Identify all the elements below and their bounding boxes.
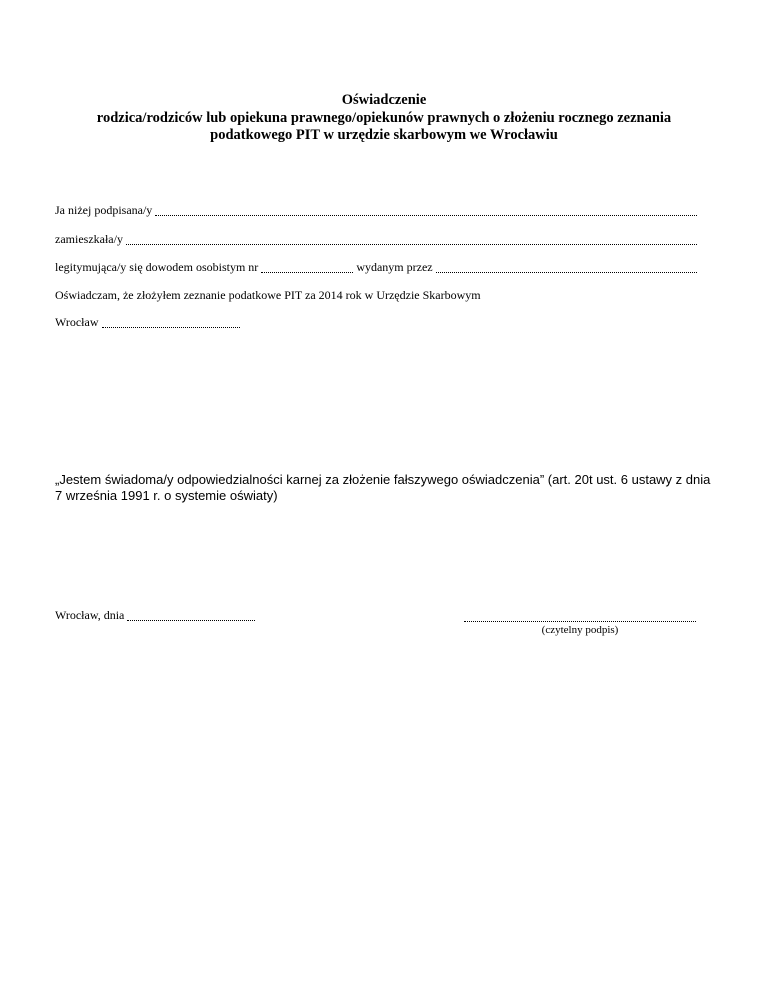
liability-statement: „Jestem świadoma/y odpowiedzialności karnej za złożenie fałszywego oświadczenia” (art. 20t ust. 6 ustawy z dnia 7 września 1991 r. o systemie oświaty) <box>55 472 711 503</box>
signature-caption: (czytelny podpis) <box>541 624 619 636</box>
signed-label: Ja niżej podpisana/y <box>55 203 153 217</box>
declaration-row <box>55 288 697 303</box>
signed-name-field[interactable] <box>155 214 697 216</box>
date-label: Wrocław, dnia <box>55 608 125 622</box>
id-number-field[interactable] <box>261 271 353 273</box>
date-field[interactable] <box>127 619 255 621</box>
residence-label: zamieszkała/y <box>55 232 123 246</box>
date-row <box>55 608 255 623</box>
city-label: Wrocław <box>55 315 99 329</box>
document-title <box>40 92 728 145</box>
residence-row <box>55 232 697 247</box>
city-row <box>55 315 240 330</box>
id-row <box>55 260 697 275</box>
title-line-2: rodzica/rodziców lub opiekuna prawnego/opiekunów prawnych o złożeniu rocznego zeznania <box>96 109 672 126</box>
signed-row <box>55 203 697 218</box>
issued-by-label: wydanym przez <box>356 260 433 274</box>
title-line-1: Oświadczenie <box>341 92 427 108</box>
residence-field[interactable] <box>126 243 697 245</box>
issued-by-field[interactable] <box>436 271 697 273</box>
signature-field[interactable] <box>464 620 696 622</box>
declaration-text: Oświadczam, że złożyłem zeznanie podatkowe PIT za 2014 rok w Urzędzie Skarbowym <box>55 288 481 302</box>
city-field[interactable] <box>102 326 241 328</box>
title-line-3: podatkowego PIT w urzędzie skarbowym we Wrocławiu <box>210 127 558 143</box>
id-label: legitymująca/y się dowodem osobistym nr <box>55 260 259 274</box>
